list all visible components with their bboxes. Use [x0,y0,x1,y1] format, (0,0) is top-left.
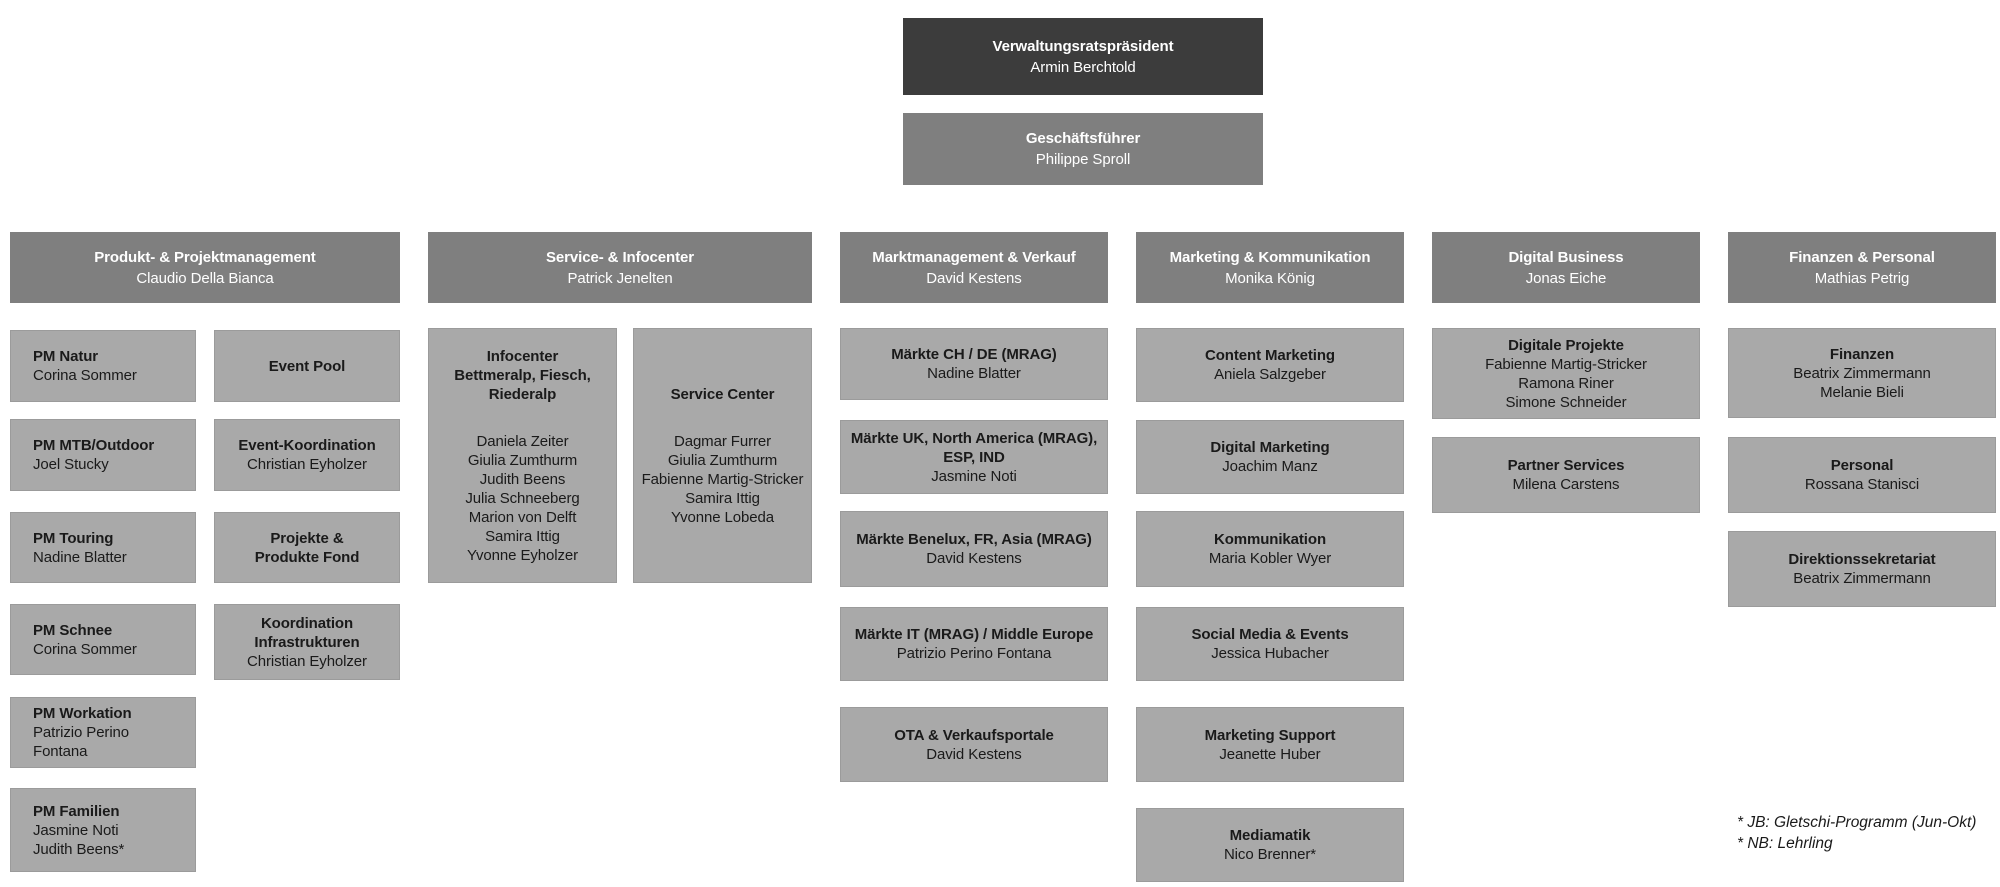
box-marketing-support [1136,707,1404,782]
box-people: Nico Brenner* [1223,846,1317,863]
box-title: Kommunikation [1213,531,1327,548]
box-pm-touring [10,512,196,583]
box-content-marketing [1136,328,1404,402]
box-infocenter [428,328,617,583]
dept-header-finanzen-personal [1728,232,1996,303]
box-people: Daniela Zeiter Giulia Zumthurm Judith Beens Julia Schneeberg Marion von Delft Samira Ittig Yvonne Eyholzer [465,432,580,564]
box-mediamatik [1136,808,1404,882]
box-title: PM Natur [33,348,99,365]
box-pm-natur [10,330,196,402]
box-maerkte-benelux-fr-asia [840,511,1108,587]
box-people: Christian Eyholzer [247,456,367,473]
box-digitale-projekte [1432,328,1700,419]
box-title: Direktionssekretariat [1788,551,1936,568]
box-maerkte-uk-northamerica [840,420,1108,494]
box-title: Märkte IT (MRAG) / Middle Europe [854,626,1094,643]
dept-title: Service- & Infocenter [546,248,694,266]
box-social-media-events [1136,607,1404,681]
box-people: Nadine Blatter [927,365,1021,382]
box-people: Joachim Manz [1222,458,1318,475]
box-digital-marketing [1136,420,1404,494]
box-partner-services [1432,437,1700,513]
box-pm-schnee [10,604,196,675]
dept-head: David Kestens [926,269,1022,287]
box-title: PM Workation [33,705,132,722]
box-title: Digital Marketing [1210,439,1330,456]
box-title: Infocenter Bettmeralp, Fiesch, Riederalp [454,347,591,403]
box-title: Verwaltungsratspräsident [992,37,1174,55]
box-maerkte-ch-de [840,328,1108,400]
box-title: PM Schnee [33,621,113,639]
box-title: Marketing Support [1204,726,1336,744]
dept-title: Finanzen & Personal [1789,248,1935,266]
box-service-center [633,328,812,583]
box-people: David Kestens [926,550,1022,567]
box-pm-familien [10,788,196,872]
box-title: Personal [1830,457,1894,474]
box-people: Beatrix Zimmermann Melanie Bieli [1793,364,1931,401]
box-people: Maria Kobler Wyer [1208,550,1332,567]
box-title: Partner Services [1507,457,1625,474]
box-people: Rossana Stanisci [1804,476,1920,493]
dept-title: Marketing & Kommunikation [1169,248,1371,266]
box-title: PM Familien [33,802,120,820]
box-people: Patrizio Perino Fontana [33,724,130,760]
box-title: Märkte Benelux, FR, Asia (MRAG) [856,531,1092,548]
box-title: Event Pool [268,357,346,375]
box-title: PM MTB/Outdoor [33,437,155,454]
box-title: Event-Koordination [238,437,376,454]
dept-head: Monika König [1225,269,1315,287]
dept-head: Mathias Petrig [1814,269,1910,287]
box-people: Joel Stucky [33,456,109,473]
box-people: Patrizio Perino Fontana [896,645,1052,662]
box-title: Projekte & Produkte Fond [254,529,360,566]
box-title: Finanzen [1829,345,1895,363]
box-people: Jessica Hubacher [1211,645,1329,662]
box-event-koordination [214,419,400,491]
box-president [903,18,1263,95]
box-title: PM Touring [33,529,114,547]
box-title: OTA & Verkaufsportale [894,726,1054,744]
box-personal [1728,437,1996,513]
dept-header-service-infocenter [428,232,812,303]
box-kommunikation [1136,511,1404,587]
box-people: Nadine Blatter [33,548,127,566]
dept-title: Marktmanagement & Verkauf [872,248,1076,266]
dept-header-marketing-kommunikation [1136,232,1404,303]
box-person: Armin Berchtold [1030,58,1136,76]
box-people: Aniela Salzgeber [1214,366,1326,383]
box-people: Dagmar Furrer Giulia Zumthurm Fabienne Martig-Stricker Samira Ittig Yvonne Lobeda [641,432,804,526]
dept-head: Jonas Eiche [1525,269,1607,287]
box-person: Philippe Sproll [1035,151,1131,168]
dept-header-marktmanagement-verkauf [840,232,1108,303]
box-finanzen [1728,328,1996,418]
box-title: Märkte UK, North America (MRAG), ESP, IND [850,429,1098,466]
box-people: Jasmine Noti [931,467,1017,485]
footnote: * JB: Gletschi-Programm (Jun-Okt) * NB: Lehrling [1737,814,1977,852]
box-title: Märkte CH / DE (MRAG) [891,346,1057,363]
dept-head: Claudio Della Bianca [136,269,274,287]
box-people: David Kestens [926,745,1022,763]
box-title: Mediamatik [1229,827,1311,844]
box-title: Social Media & Events [1191,626,1349,643]
box-title: Content Marketing [1205,347,1335,364]
box-pm-mtb-outdoor [10,419,196,491]
box-title: Geschäftsführer [1025,130,1141,147]
box-koordination-infrastrukturen [214,604,400,680]
box-title: Koordination Infrastrukturen [254,614,360,651]
box-title: Digitale Projekte [1508,336,1624,354]
box-people: Beatrix Zimmermann [1793,570,1931,587]
box-people: Corina Sommer [33,640,137,658]
box-ceo [903,113,1263,185]
dept-head: Patrick Jenelten [567,269,673,287]
box-people: Corina Sommer [33,367,137,384]
dept-header-digital-business [1432,232,1700,303]
dept-title: Digital Business [1508,248,1624,266]
box-people: Fabienne Martig-Stricker Ramona Riner Simone Schneider [1485,355,1647,411]
dept-title: Produkt- & Projektmanagement [94,248,316,266]
box-maerkte-it-middle-europe [840,607,1108,681]
dept-header-produkt-projektmanagement [10,232,400,303]
box-people: Christian Eyholzer [247,652,367,670]
box-projekte-produkte-fond [214,512,400,583]
box-event-pool [214,330,400,402]
box-people: Jasmine Noti Judith Beens* [33,821,125,858]
box-title: Service Center [670,385,775,403]
box-people: Jeanette Huber [1219,745,1321,763]
box-ota-verkaufsportale [840,707,1108,782]
box-pm-workation [10,697,196,768]
box-direktionssekretariat [1728,531,1996,607]
box-people: Milena Carstens [1512,476,1620,493]
